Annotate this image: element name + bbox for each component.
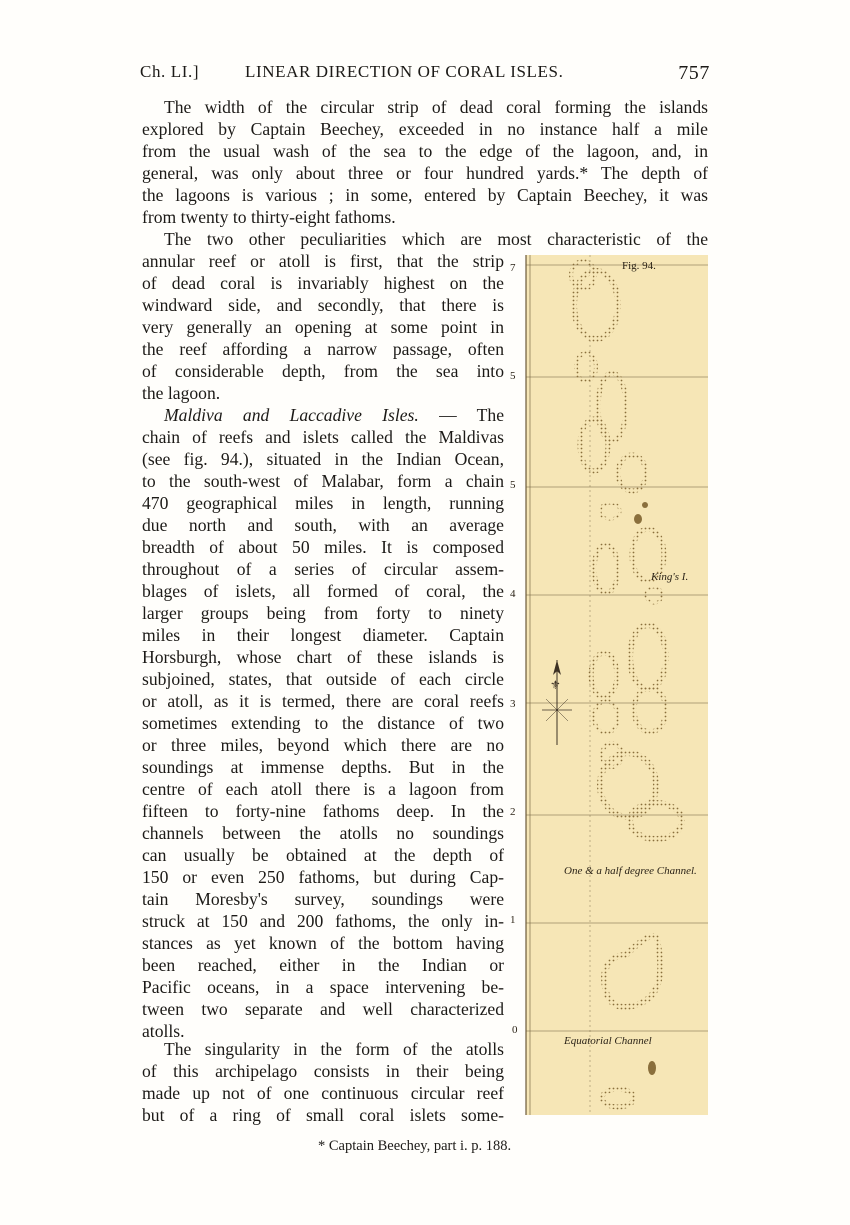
text-line: atolls.: [142, 1021, 185, 1041]
text-line: from twenty to thirty-eight fathoms.: [142, 207, 396, 227]
text-line: the lagoons is various ; in some, entered by Captain Beechey, it was: [142, 185, 708, 205]
text-line: sometimes extending to the distance of two: [142, 713, 504, 733]
channel-label-line: One & a half degree Channel.: [564, 865, 697, 877]
scale-label: 7: [510, 262, 516, 274]
text-line: soundings at immense depths. But in the: [142, 757, 504, 777]
scale-label: 4: [510, 588, 516, 600]
text-line: very generally an opening at some point in: [142, 317, 504, 337]
text-line: centre of each atoll there is a lagoon from: [142, 779, 504, 799]
text-line: The two other peculiarities which are most characteristic of the: [164, 229, 708, 249]
text-line: stances as yet known of the bottom having: [142, 933, 504, 953]
text-line: Horsburgh, whose chart of these islands is: [142, 647, 504, 667]
text-line: general, was only about three or four hundred yards.* The depth of: [142, 163, 708, 183]
figure-label: Fig. 94.: [622, 260, 656, 272]
footnote: * Captain Beechey, part i. p. 188.: [318, 1138, 512, 1154]
text-line: to the south-west of Malabar, form a chain: [142, 471, 504, 491]
running-head-chapter: Ch. LI.]: [140, 62, 200, 81]
scale-label: 2: [510, 806, 516, 818]
text-line: The singularity in the form of the atolls: [164, 1039, 504, 1059]
text-line: of considerable depth, from the sea into: [142, 361, 504, 381]
paragraph-peculiarities-first-line: [142, 228, 708, 250]
text-line: tween two separate and well characterized: [142, 999, 504, 1019]
scale-label: 5: [510, 479, 516, 491]
scale-label: 0: [512, 1024, 518, 1036]
atoll: [574, 271, 618, 339]
text-line: struck at 150 and 200 fathoms, the only in-: [142, 911, 504, 931]
text-line: of this archipelago consists in their being: [142, 1061, 504, 1081]
page-number: 757: [678, 62, 710, 84]
text-line: of dead coral is invariably highest on the: [142, 273, 504, 293]
text-line: larger groups being from forty to ninety: [142, 603, 504, 623]
text-fragment: — The: [439, 405, 504, 425]
islet: [642, 502, 648, 508]
figure-maldives-chart: [508, 255, 708, 1115]
text-line: from the usual wash of the sea to the edge of the lagoon, and, in: [142, 141, 708, 161]
text-line: chain of reefs and islets called the Maldivas: [142, 427, 504, 447]
paragraph-singularity: [142, 1038, 504, 1126]
text-line: the reef affording a narrow passage, often: [142, 339, 504, 359]
scale-label: 3: [510, 698, 516, 710]
text-line: channels between the atolls no soundings: [142, 823, 504, 843]
text-line: blages of islets, all formed of coral, the: [142, 581, 504, 601]
text-line: breadth of about 50 miles. It is composed: [142, 537, 504, 557]
islet: [634, 514, 642, 524]
running-head-title: LINEAR DIRECTION OF CORAL ISLES.: [245, 62, 564, 81]
equatorial-channel-label: Equatorial Channel: [564, 1035, 652, 1047]
text-line: the lagoon.: [142, 383, 221, 403]
paragraph-beechey-width: [142, 96, 708, 228]
text-line: been reached, either in the Indian or: [142, 955, 504, 975]
islet: [648, 1061, 656, 1075]
text-line: fifteen to forty-nine fathoms deep. In the: [142, 801, 504, 821]
section-heading: Maldiva and Laccadive Isles.: [164, 405, 419, 425]
text-line: 470 geographical miles in length, running: [142, 493, 504, 513]
text-line: made up not of one continuous circular reef: [142, 1083, 504, 1103]
kings-island-label: King's I.: [651, 571, 689, 583]
paragraph-maldiva-laccadive: [142, 404, 504, 1042]
scale-label: 5: [510, 370, 516, 382]
text-line: due north and south, with an average: [142, 515, 504, 535]
text-line: can usually be obtained at the depth of: [142, 845, 504, 865]
text-line: 150 or even 250 fathoms, but during Cap-: [142, 867, 504, 887]
scale-label: 1: [510, 914, 516, 926]
text-line: miles in their longest diameter. Captain: [142, 625, 504, 645]
one-half-degree-channel-label: [564, 865, 697, 877]
text-line: (see fig. 94.), situated in the Indian Ocean,: [142, 449, 504, 469]
text-line: Pacific oceans, in a space intervening be-: [142, 977, 504, 997]
text-line: subjoined, states, that outside of each circle: [142, 669, 504, 689]
text-line: explored by Captain Beechey, exceeded in no instance half a mile: [142, 119, 708, 139]
maldives-chart-svg: [508, 255, 708, 1115]
text-line: annular reef or atoll is first, that the strip: [142, 251, 504, 271]
text-line: tain Moresby's survey, soundings were: [142, 889, 504, 909]
text-line: windward side, and secondly, that there is: [142, 295, 504, 315]
text-line: or atoll, as it is termed, there are coral reefs: [142, 691, 504, 711]
text-line: [142, 404, 504, 426]
text-line: throughout of a series of circular assem-: [142, 559, 504, 579]
text-line: or three miles, beyond which there are no: [142, 735, 504, 755]
text-line: The width of the circular strip of dead coral forming the islands: [164, 97, 708, 117]
text-line: but of a ring of small coral islets some-: [142, 1105, 504, 1125]
svg-text:⚜: ⚜: [550, 678, 561, 692]
paragraph-peculiarities: [142, 250, 504, 404]
